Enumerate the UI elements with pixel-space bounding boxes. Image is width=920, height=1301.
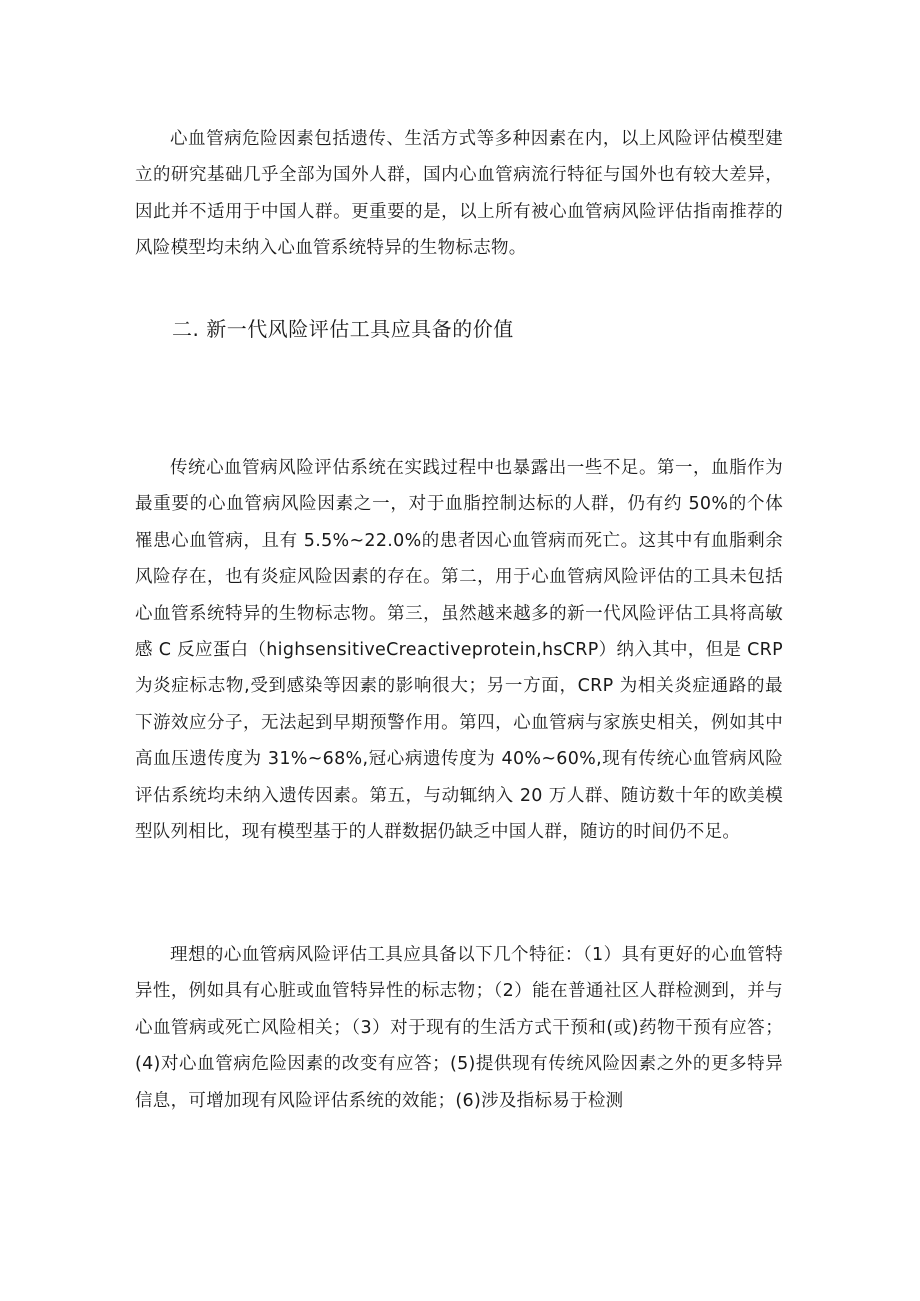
paragraph-shortcomings: 传统心血管病风险评估系统在实践过程中也暴露出一些不足。第一，血脂作为最重要的心血管病风险因素之一，对于血脂控制达标的人群，仍有约 50%的个体罹患心血管病，且有 5.5%~22.0%的患者因心血管病而死亡。这其中有血脂剩余风险存在，也有炎症风险因素的存在。第二，用于心血管病风险评估的工具未包括心血管系统特异的生物标志物。第三，虽然越来越多的新一代风险评估工具将高敏感 C 反应蛋白（highsensitiveCreactiveprotein,hsCRP）纳入其中，但是 CRP 为炎症标志物,受到感染等因素的影响很大；另一方面，CRP 为相关炎症通路的最下游效应分子，无法起到早期预警作用。第四，心血管病与家族史相关，例如其中高血压遗传度为 31%~68%,冠心病遗传度为 40%~60%,现有传统心血管病风险评估系统均未纳入遗传因素。第五，与动辄纳入 20 万人群、随访数十年的欧美模型队列相比，现有模型基于的人群数据仍缺乏中国人群，随访的时间仍不足。 <box>135 458 783 843</box>
paragraph-ideal-features: 理想的心血管病风险评估工具应具备以下几个特征：（1）具有更好的心血管特异性，例如具有心脏或血管特异性的标志物；（2）能在普通社区人群检测到，并与心血管病或死亡风险相关；（3）对于现有的生活方式干预和(或)药物干预有应答；(4)对心血管病危险因素的改变有应答；(5)提供现有传统风险因素之外的更多特异信息，可增加现有风险评估系统的效能；(6)涉及指标易于检测 <box>135 945 783 1111</box>
section-heading: 二. 新一代风险评估工具应具备的价值 <box>172 317 514 341</box>
paragraph-risk-factors: 心血管病危险因素包括遗传、生活方式等多种因素在内，以上风险评估模型建立的研究基础几乎全部为国外人群，国内心血管病流行特征与国外也有较大差异，因此并不适用于中国人群。更重要的是，以上所有被心血管病风险评估指南推荐的风险模型均未纳入心血管系统特异的生物标志物。 <box>135 129 783 259</box>
